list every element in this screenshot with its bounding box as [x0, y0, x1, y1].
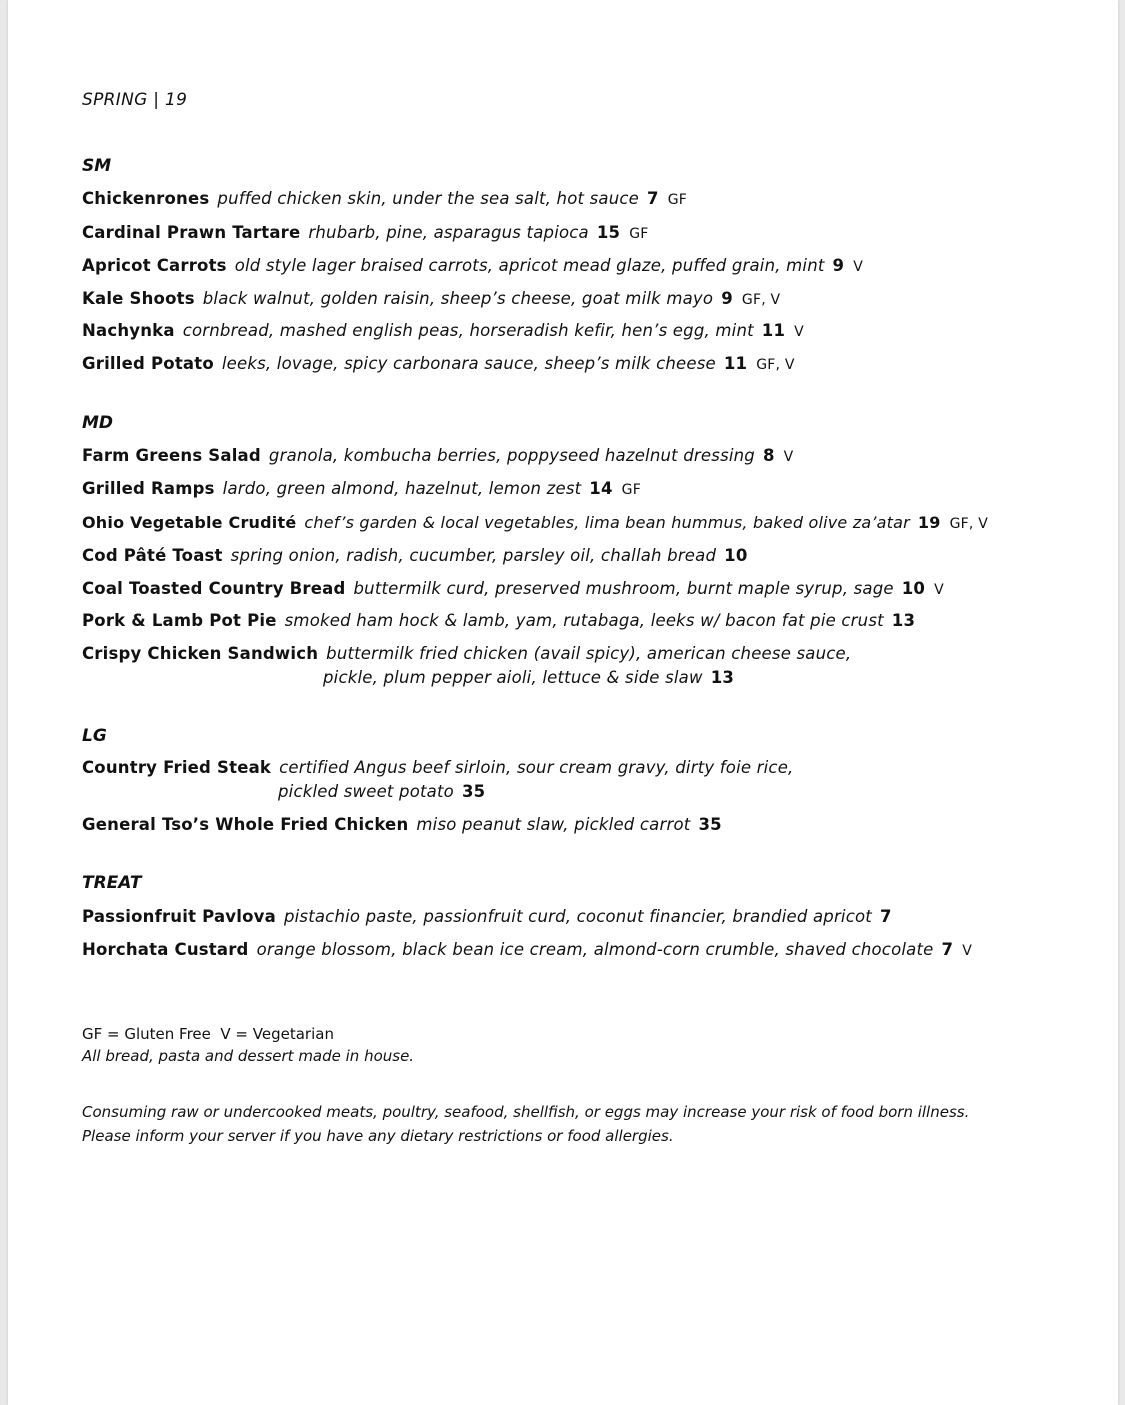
footnotes — [82, 1023, 414, 1067]
item-name: Farm Greens Salad — [82, 446, 261, 465]
menu-item — [82, 577, 944, 602]
menu-item — [82, 352, 795, 377]
menu-item — [82, 609, 915, 633]
item-name: Nachynka — [82, 321, 175, 340]
item-price: 35 — [461, 782, 486, 801]
item-price: 7 — [941, 940, 954, 959]
item-price: 7 — [879, 907, 892, 926]
item-description: buttermilk curd, preserved mushroom, burnt maple syrup, sage — [353, 579, 894, 598]
item-name: Grilled Ramps — [82, 479, 215, 498]
season-label: SPRING | 19 — [82, 90, 188, 110]
house-made-note: All bread, pasta and dessert made in house. — [82, 1047, 415, 1065]
item-description: puffed chicken skin, under the sea salt, hot sauce — [217, 189, 640, 208]
menu-item — [82, 938, 972, 963]
item-description: granola, kombucha berries, poppyseed hazelnut dressing — [268, 446, 755, 465]
item-description: black walnut, golden raisin, sheep’s cheese, goat milk mayo — [202, 289, 714, 308]
item-price: 10 — [901, 579, 926, 598]
item-name: Pork & Lamb Pot Pie — [82, 611, 277, 630]
item-tags: GF, V — [949, 516, 988, 532]
item-tags: GF, V — [756, 357, 795, 373]
item-name: Coal Toasted Country Bread — [82, 579, 346, 598]
item-tags: V — [853, 259, 863, 275]
food-safety-warning: Consuming raw or undercooked meats, poultry, seafood, shellfish, or eggs may increase your risk of food born illness. Please inform your server if you have any dietary restrictions or food allergies. — [82, 1103, 970, 1145]
item-description: pistachio paste, passionfruit curd, coconut financier, brandied apricot — [283, 907, 872, 926]
item-description: buttermilk fried chicken (avail spicy), american cheese sauce, — [326, 644, 852, 663]
item-price: 13 — [710, 668, 735, 687]
item-name: Cod Pâté Toast — [82, 546, 223, 565]
dietary-legend: GF = Gluten Free V = Vegetarian — [82, 1025, 334, 1043]
item-price: 11 — [761, 321, 786, 340]
item-description: orange blossom, black bean ice cream, almond-corn crumble, shaved chocolate — [256, 940, 934, 959]
item-description-continued — [82, 666, 851, 690]
item-name: Cardinal Prawn Tartare — [82, 223, 301, 242]
item-price: 19 — [917, 513, 941, 532]
item-tags: V — [783, 449, 794, 465]
menu-item — [82, 756, 794, 804]
menu-item — [82, 477, 641, 502]
item-tags: GF — [621, 482, 641, 498]
item-description: lardo, green almond, hazelnut, lemon zest — [222, 479, 582, 498]
item-description: rhubarb, pine, asparagus tapioca — [308, 223, 589, 242]
item-price: 7 — [647, 189, 659, 208]
section-title-sm: SM — [82, 156, 112, 176]
item-price: 9 — [832, 256, 845, 275]
item-name: Crispy Chicken Sandwich — [82, 644, 319, 663]
item-description-continued — [82, 780, 794, 804]
menu-item — [82, 319, 804, 344]
item-tags: V — [794, 324, 804, 340]
item-name: Apricot Carrots — [82, 256, 227, 275]
item-description: cornbread, mashed english peas, horseradish kefir, hen’s egg, mint — [182, 321, 754, 340]
item-price: 15 — [596, 223, 621, 242]
menu-item — [82, 511, 988, 536]
section-title-lg: LG — [82, 726, 107, 746]
item-price: 8 — [762, 446, 775, 465]
menu-item — [82, 254, 863, 279]
menu-item — [82, 221, 649, 246]
item-name: Passionfruit Pavlova — [82, 907, 276, 926]
item-name: General Tso’s Whole Fried Chicken — [82, 815, 409, 834]
item-description-line2: pickle, plum pepper aioli, lettuce & side slaw — [323, 668, 703, 687]
item-tags: GF — [629, 226, 649, 242]
item-price: 13 — [891, 611, 916, 630]
menu-item — [82, 444, 793, 469]
item-description-line2: pickled sweet potato — [278, 782, 454, 801]
item-price: 35 — [698, 815, 722, 834]
item-description: certified Angus beef sirloin, sour cream gravy, dirty foie rice, — [279, 758, 794, 777]
section-title-md: MD — [82, 413, 114, 433]
item-description: smoked ham hock & lamb, yam, rutabaga, leeks w/ bacon fat pie crust — [284, 611, 884, 630]
item-price: 11 — [723, 354, 748, 373]
item-name: Ohio Vegetable Crudité — [82, 513, 297, 532]
menu-item — [82, 813, 722, 837]
item-description: miso peanut slaw, pickled carrot — [416, 815, 691, 834]
item-name: Horchata Custard — [82, 940, 249, 959]
item-price: 10 — [724, 546, 748, 565]
item-price: 9 — [721, 289, 733, 308]
item-name: Grilled Potato — [82, 354, 214, 373]
menu-item — [82, 187, 687, 212]
item-price: 14 — [589, 479, 613, 498]
item-tags: V — [934, 582, 944, 598]
item-tags: V — [962, 943, 972, 959]
section-title-treat: TREAT — [82, 873, 142, 893]
item-description: chef’s garden & local vegetables, lima bean hummus, baked olive za’atar — [304, 513, 910, 532]
item-name: Chickenrones — [82, 189, 210, 208]
menu-item — [82, 905, 892, 929]
item-tags: GF, V — [741, 292, 781, 308]
menu-item — [82, 642, 851, 690]
item-description: leeks, lovage, spicy carbonara sauce, sheep’s milk cheese — [221, 354, 716, 373]
menu-page — [8, 0, 1118, 1405]
menu-item — [82, 544, 748, 568]
menu-item — [82, 287, 780, 312]
item-description: old style lager braised carrots, apricot mead glaze, puffed grain, mint — [234, 256, 825, 275]
item-description: spring onion, radish, cucumber, parsley oil, challah bread — [230, 546, 717, 565]
item-name: Country Fried Steak — [82, 758, 272, 777]
item-name: Kale Shoots — [82, 289, 195, 308]
item-tags: GF — [667, 192, 688, 208]
